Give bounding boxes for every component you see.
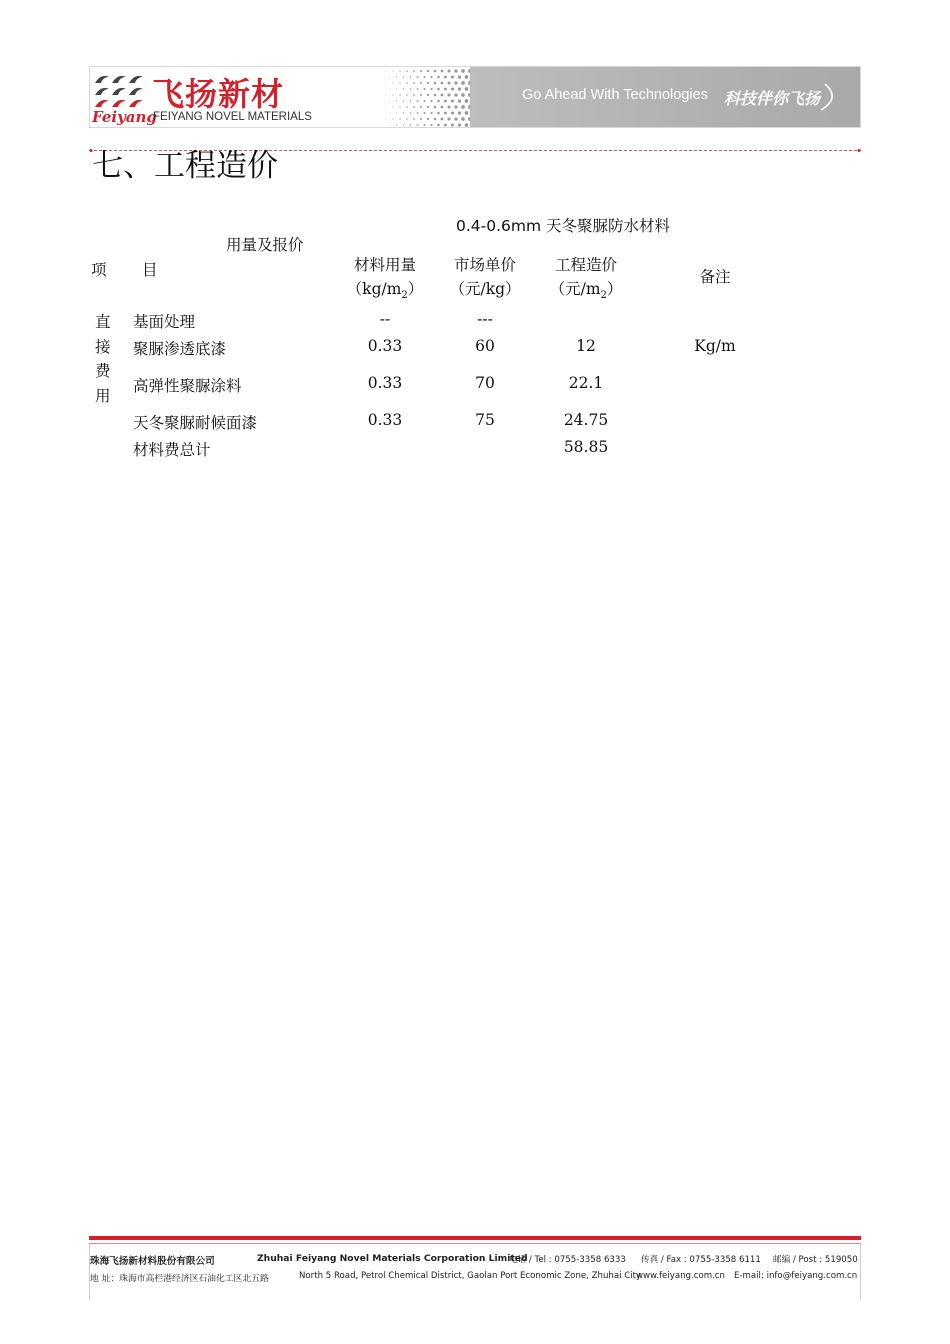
row-remark: Kg/m: [694, 337, 736, 355]
row-price: ---: [477, 310, 493, 328]
halftone-dots-decoration: [380, 67, 480, 127]
row-usage: --: [379, 310, 391, 328]
row-item: 聚脲渗透底漆: [133, 340, 227, 358]
col-header-remark: 备注: [699, 268, 731, 286]
row-cost: 24.75: [563, 411, 609, 429]
row-usage: 0.33: [367, 337, 403, 355]
row-usage: 0.33: [367, 374, 403, 392]
footer-web[interactable]: www.feiyang.com.cn: [636, 1271, 725, 1281]
brand-script-logo: Feiyang: [92, 108, 157, 126]
col-unit-price: （元/kg）: [449, 280, 521, 298]
row-cost: 58.85: [563, 438, 609, 456]
row-cost: 12: [576, 337, 596, 355]
row-item: 天冬聚脲耐候面漆: [133, 414, 258, 432]
col-unit-cost: （元$/m_2$）: [549, 280, 623, 302]
letterhead-banner: [89, 66, 861, 128]
footer-email[interactable]: E-mail: info@feiyang.com.cn: [734, 1271, 858, 1281]
group-label-char: 费: [95, 362, 111, 380]
corner-header-left-1: 项: [91, 261, 107, 279]
section-title: 七、工程造价: [92, 148, 278, 184]
footer-red-rule: [89, 1236, 861, 1240]
feiyang-logo-icon: [93, 71, 147, 109]
footer-address-en: North 5 Road, Petrol Chemical District, Gaolan Port Economic Zone, Zhuhai City: [299, 1271, 642, 1281]
group-label-char: 直: [95, 313, 111, 331]
footer-address-cn: 地 址：珠海市高栏港经济区石油化工区北五路: [90, 1274, 269, 1284]
product-heading: 0.4-0.6mm 天冬聚脲防水材料: [455, 217, 671, 235]
row-item: 高弹性聚脲涂料: [133, 377, 242, 395]
slogan-en: Go Ahead With Technologies: [522, 87, 708, 103]
col-header-cost: 工程造价: [554, 256, 618, 274]
row-price: 70: [475, 374, 495, 392]
col-header-price: 市场单价: [453, 256, 517, 274]
slogan-arc-decoration: [817, 82, 843, 112]
footer-company-en: Zhuhai Feiyang Novel Materials Corporation Limited: [257, 1253, 528, 1264]
footer-company-cn: 珠海飞扬新材料股份有限公司: [90, 1256, 215, 1267]
row-usage: 0.33: [367, 411, 403, 429]
brand-name-en: FEIYANG NOVEL MATERIALS: [153, 111, 312, 123]
corner-header-left-2: 目: [142, 261, 158, 279]
footer-post: 邮编 / Post : 519050: [773, 1255, 858, 1265]
row-item: 基面处理: [133, 313, 196, 331]
row-price: 75: [475, 411, 495, 429]
row-price: 60: [475, 337, 495, 355]
group-label-char: 接: [95, 338, 111, 356]
col-unit-usage: $(kg/m_2)$: [346, 280, 424, 302]
footer-tel: 电话 / Tel : 0755-3358 6333: [509, 1255, 626, 1265]
corner-header-top: 用量及报价: [226, 236, 304, 254]
row-item: 材料费总计: [133, 441, 211, 459]
col-header-usage: 材料用量: [353, 256, 417, 274]
slogan-cn: 科技伴你飞扬: [724, 89, 821, 108]
brand-name-cn: 飞扬新材: [152, 75, 285, 113]
group-label-char: 用: [95, 387, 111, 405]
footer-fax: 传真 / Fax : 0755-3358 6111: [641, 1255, 761, 1265]
row-cost: 22.1: [568, 374, 604, 392]
